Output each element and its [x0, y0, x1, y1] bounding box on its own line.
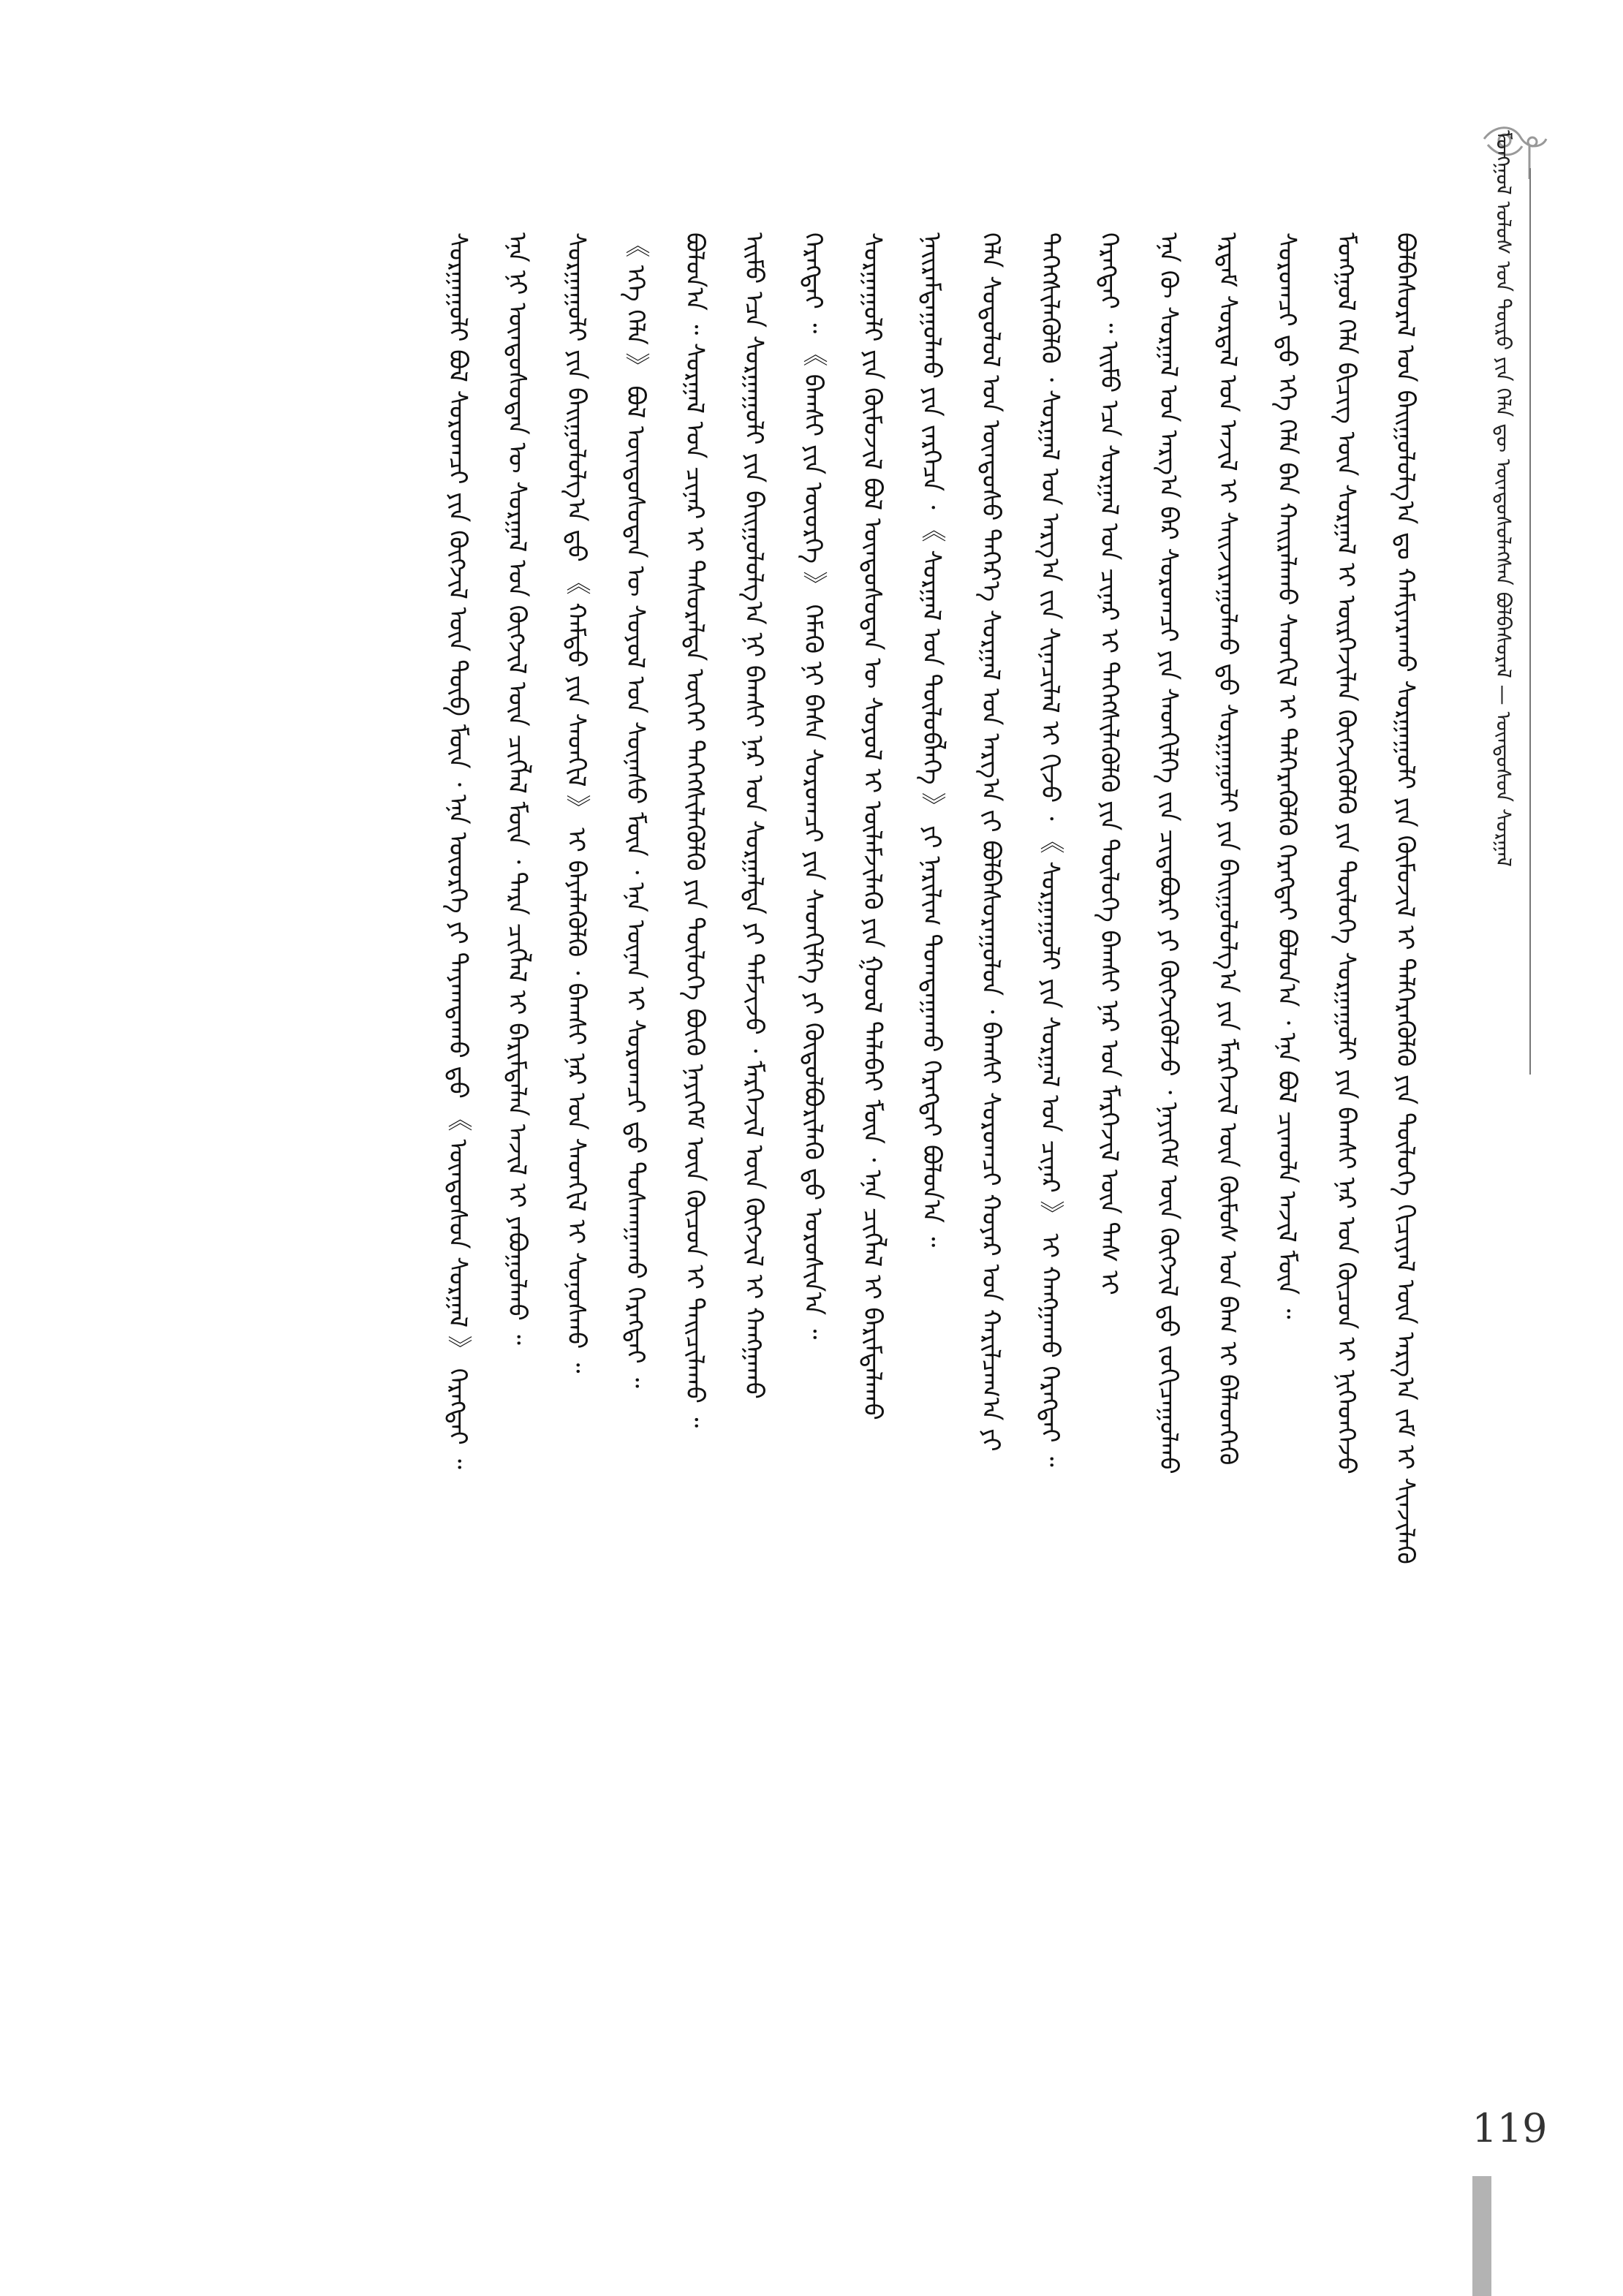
running-title: ᠮᠣᠩᠭᠣᠯ ᠤᠯᠤᠰ ᠤᠨ ᠲᠦᠷᠦ ᠶᠢᠨ ᠬᠡᠯᠡ ᠳᠦ ᠦᠨᠳᠦᠰᠦᠯᠡᠭᠰᠡᠨ ᠪᠣᠯᠪᠠᠰᠤᠷᠠᠯ — ᠦᠨᠳᠦᠰᠦᠨ ᠰᠤᠷᠭᠠᠯ — [1491, 130, 1516, 867]
text-column: ᠪᠣᠯᠤᠨ᠎ᠠ ᠃ ᠰᠤᠷᠭᠠᠯ ᠤᠨ ᠴᠢᠨᠠᠷ ᠢ ᠲᠠᠰᠤᠷᠠᠯᠲᠠ ᠦᠭᠡᠢ ᠳᠡᠭᠡᠭᠰᠢᠯᠡᠭᠦᠯᠬᠦ ᠶᠢᠨ ᠲᠥᠯᠥᠭᠡ ᠪᠦᠬᠦ ᠨᠡᠶᠢᠭᠡᠮ ᠦᠨ ᠬᠦᠴᠦᠨ ᠢ ᠳᠠᠢᠴᠢᠯᠠᠬᠤ ᠃ — [680, 232, 709, 1428]
page-edge-bar — [1472, 2176, 1491, 2296]
text-column: ᠰᠤᠷᠤᠭᠴᠢ ᠳ᠋ᠤ ᠡᠬᠡ ᠬᠡᠯᠡ ᠪᠡᠨ ᠬᠠᠢᠷᠠᠯᠠᠬᠤ ᠰᠡᠳᠭᠢᠯ ᠢ ᠲᠡᠯᠭᠡᠷᠡᠭᠦᠯᠬᠦ ᠬᠡᠷᠡᠭᠲᠡᠢ ᠪᠣᠯᠤᠨ᠎ᠠ ᠂ ᠡᠨᠡ ᠪᠣᠯ ᠴᠢᠬᠤᠯᠠ ᠠᠵᠢᠯ ᠮᠥᠨ ᠃ — [1272, 232, 1301, 1319]
text-column: ᠰᠤᠷᠭᠠᠭᠤᠯᠢ ᠪᠣᠯ ᠰᠤᠷᠤᠭᠴᠢ ᠶᠢᠨ ᠬᠥᠭᠵᠢᠯ ᠦᠨ ᠲᠥᠪ ᠮᠥᠨ ᠂ ᠡᠨᠡ ᠦᠦᠷᠭᠡ ᠶᠢ ᠳᠠᠶᠠᠭᠳᠠᠬᠤ ᠳ᠋ᠤ 《 ᠦᠨᠳᠦᠰᠦᠨ ᠰᠤᠷᠭᠠᠯ 》 ᠬᠡᠷᠡᠭᠲᠡᠢ ᠃ — [443, 232, 472, 1469]
text-column: ᠰᠤᠷᠭᠠᠭᠤᠯᠢ ᠶᠢᠨ ᠬᠦᠮᠦᠵᠢᠯ ᠪᠣᠯ ᠦᠨᠳᠦᠰᠦᠲᠡᠨ ᠦ ᠰᠣᠶᠣᠯ ᠢ ᠦᠯᠡᠮᠵᠢᠯᠡᠬᠦ ᠶᠢᠨ ᠭᠣᠣᠯ ᠲᠠᠯᠠᠪᠠᠢ ᠮᠥᠨ ᠂ ᠡᠨᠡ ᠴᠢᠭᠯᠡᠯ ᠢ ᠪᠠᠷᠢᠮᠲᠠᠯᠠᠬᠤ — [858, 232, 887, 1420]
text-column: ᠡᠨᠡ ᠬᠦ ᠰᠤᠷᠭᠠᠯ ᠤᠨ ᠠᠷᠭ᠎ᠠ ᠪᠠᠷ ᠰᠤᠷᠤᠭᠴᠢ ᠶᠢᠨ ᠰᠡᠳᠬᠢᠯᠭᠡ ᠵᠢᠨ ᠴᠢᠳᠠᠪᠤᠷᠢ ᠶᠢ ᠬᠥᠭᠵᠢᠭᠦᠯᠵᠦ ᠂ ᠨᠡᠶᠢᠭᠡᠮ ᠦᠨ ᠬᠥᠭᠵᠢᠯ ᠳ᠋ᠦ ᠵᠣᠬᠢᠴᠠᠭᠤᠯᠬᠤ — [1154, 232, 1183, 1474]
text-column: 《 ᠡᠬᠡ ᠬᠡᠯᠡ 》 ᠪᠣᠯ ᠦᠨᠳᠦᠰᠦᠲᠡᠨ ᠦ ᠰᠣᠶᠣᠯ ᠤᠨ ᠰᠦᠨᠡᠰᠦ ᠮᠥᠨ ᠂ ᠡᠨᠡ ᠦᠨᠡᠨ ᠢ ᠰᠤᠷᠤᠭᠴᠢ ᠳ᠋ᠤ ᠲᠤᠰᠬᠠᠭᠠᠬᠤ ᠬᠡᠷᠡᠭᠲᠡᠢ ᠃ — [621, 232, 650, 1388]
text-column: ᠪᠣᠯᠪᠠᠰᠤᠷᠠᠯ ᠤᠨ ᠪᠠᠢᠭᠤᠯᠤᠯᠭ᠎ᠠ ᠳᠤ ᠬᠠᠮᠢᠶᠠᠷᠠᠬᠤ ᠰᠤᠷᠭᠠᠭᠤᠯᠢ ᠶᠢᠨ ᠬᠦᠮᠦᠵᠢᠯ ᠢ ᠲᠡᠯᠭᠡᠷᠡᠭᠦᠯᠬᠦ ᠶᠢᠨ ᠲᠥᠯᠥᠭᠡ ᠬᠢᠴᠢᠶᠡᠯ ᠦᠨ ᠠᠷᠭ᠎ᠠ ᠵᠠᠮ ᠢ ᠰᠢᠨᠵᠢᠯᠡᠬᠦ — [1391, 232, 1420, 1564]
text-column: ᠬᠡᠯᠡ ᠰᠤᠳᠤᠯᠤᠯ ᠤᠨ ᠦᠨᠳᠦᠰᠦ ᠳᠡᠭᠡᠷ᠎ᠡ ᠰᠤᠷᠭᠠᠯ ᠤᠨ ᠠᠷᠭ᠎ᠠ ᠵᠢ ᠪᠣᠯᠪᠠᠰᠤᠷᠠᠭᠤᠯᠤᠨ ᠂ ᠪᠠᠭᠰᠢ ᠰᠤᠷᠤᠭᠴᠢ ᠬᠣᠶᠠᠷ ᠤᠨ ᠬᠠᠷᠢᠯᠴᠠᠭ᠎ᠠ ᠶᠢ — [976, 232, 1005, 1452]
text-column: ᠰᠤᠷᠭᠠᠭᠤᠯᠢ ᠶᠢᠨ ᠪᠠᠢᠭᠤᠯᠤᠯᠭ᠎ᠠ ᠳ᠋ᠤ 《 ᠬᠠᠮᠲᠤ ᠶᠢᠨ ᠰᠡᠳᠬᠢᠯ 》 ᠢ ᠪᠡᠶᠡᠯᠡᠭᠦᠯᠬᠦ ᠂ ᠪᠠᠭᠰᠢ ᠨᠠᠷ ᠤᠨ ᠰᠡᠳᠬᠢᠯ ᠢ ᠰᠣᠨᠣᠰᠬᠤ ᠃ — [561, 232, 591, 1374]
body-text — [189, 232, 1431, 2038]
page-number: 119 — [1472, 2105, 1548, 2151]
running-head — [1459, 130, 1547, 927]
text-column: ᠬᠡᠷᠡᠭᠲᠡᠢ ᠃ ᠡᠢᠮᠦ ᠡᠴᠡ ᠰᠤᠷᠭᠠᠯ ᠤᠨ ᠴᠢᠨᠠᠷ ᠢ ᠳᠡᠭᠡᠭᠰᠢᠯᠡᠭᠦᠯᠬᠦ ᠶᠢᠨ ᠲᠥᠯᠥᠭᠡ ᠪᠠᠭᠰᠢ ᠨᠠᠷ ᠤᠨ ᠮᠡᠷᠭᠡᠵᠢᠯ ᠦᠨ ᠳᠡᠰ ᠢ — [1094, 232, 1124, 1295]
text-column: ᠡᠨᠡ ᠨᠢ ᠦᠨᠳᠦᠰᠦᠲᠡᠨ ᠦ ᠰᠤᠷᠭᠠᠯ ᠤᠨ ᠬᠥᠭᠵᠢᠯ ᠦᠨ ᠴᠢᠭᠯᠡᠯ ᠮᠥᠨ ᠂ ᠲᠡᠷᠡ ᠴᠢᠭᠯᠡᠯ ᠢ ᠪᠠᠷᠢᠮᠲᠠᠯᠠᠨ ᠠᠵᠢᠯ ᠢ ᠶᠠᠪᠤᠭᠤᠯᠬᠤ ᠃ — [502, 232, 531, 1345]
text-column: ᠡᠢᠮᠦ ᠡᠴᠡ ᠰᠤᠷᠭᠠᠭᠤᠯᠢ ᠶᠢᠨ ᠪᠠᠢᠭᠤᠯᠤᠯᠭ᠎ᠠ ᠨᠢ ᠪᠠᠭᠰᠢ ᠨᠠᠷ ᠤᠨ ᠰᠤᠷᠭᠠᠯᠲᠠ ᠶᠢ ᠳᠡᠮᠵᠢᠵᠦ ᠂ ᠮᠡᠷᠭᠡᠵᠢᠯ ᠦᠨ ᠬᠥᠭᠵᠢᠯ ᠢ ᠬᠠᠩᠭᠠᠬᠤ — [739, 232, 768, 1399]
text-column: ᠡᠷᠳᠡᠮ ᠰᠤᠷᠳᠠᠯ ᠤᠨ ᠠᠵᠢᠯ ᠢ ᠰᠠᠢᠵᠢᠷᠠᠭᠤᠯᠬᠤ ᠳ᠋ᠤ ᠰᠤᠷᠭᠠᠭᠤᠯᠢ ᠶᠢᠨ ᠪᠠᠢᠭᠤᠯᠤᠯᠭ᠎ᠠ ᠶᠢᠨ ᠮᠡᠷᠭᠡᠵᠢᠯ ᠦᠨ ᠬᠦᠮᠦᠰ ᠤᠨ ᠪᠠᠭ ᠢ ᠪᠡᠯᠡᠳᠬᠡᠬᠦ — [1213, 232, 1242, 1466]
text-column: ᠬᠡᠷᠡᠭᠲᠡᠢ ᠃ 《 ᠪᠠᠭᠰᠢ ᠶᠢᠨ ᠦᠦᠷᠭᠡ 》 ᠬᠡᠮᠡᠬᠦ ᠨᠢ ᠪᠠᠰᠠ ᠰᠤᠷᠤᠭᠴᠢ ᠶᠢᠨ ᠰᠡᠳᠬᠢᠯᠭᠡ ᠶᠢ ᠬᠥᠲᠥᠯᠪᠦᠷᠢᠯᠡᠬᠦ ᠳ᠋ᠦ ᠣᠷᠣᠰᠢᠨ᠎ᠠ ᠃ — [798, 232, 828, 1340]
text-column: ᠨᠠᠢᠷᠠᠮᠳᠠᠭᠤᠯᠬᠤ ᠶᠢᠨ ᠵᠡᠷᠭᠡᠴᠡ ᠂ 《 ᠰᠤᠷᠭᠠᠯ ᠤᠨ ᠲᠥᠯᠥᠪᠯᠡᠭᠡ 》 ᠶᠢ ᠨᠠᠷᠢᠯᠢᠭ ᠲᠣᠭᠲᠠᠭᠠᠬᠤ ᠬᠡᠷᠡᠭᠲᠡᠢ ᠪᠣᠯᠤᠨ᠎ᠠ ᠃ — [917, 232, 946, 1248]
text-column: ᠮᠣᠩᠭᠣᠯ ᠬᠡᠯᠡ ᠪᠢᠴᠢᠭ ᠦᠨ ᠰᠤᠷᠭᠠᠯ ᠢ ᠦᠷᠭᠡᠵᠢᠯᠡᠨ ᠬᠥᠭᠵᠢᠭᠦᠯᠬᠦ ᠶᠢᠨ ᠲᠥᠯᠥᠭᠡ ᠰᠤᠷᠭᠠᠭᠤᠯᠢ ᠶᠢᠨ ᠪᠠᠭᠰᠢ ᠨᠠᠷ ᠤᠨ ᠬᠦᠴᠦᠨ ᠢ ᠨᠢᠭᠡᠳᠭᠡᠵᠦ — [1331, 232, 1361, 1474]
text-column: ᠳᠡᠭᠡᠭᠰᠢᠯᠡᠭᠦᠯᠬᠦ ᠂ ᠰᠤᠷᠭᠠᠯ ᠤᠨ ᠠᠷᠭ᠎ᠠ ᠵᠢᠨ ᠰᠢᠨᠡᠴᠢᠯᠡᠯ ᠢ ᠬᠢᠵᠦ ᠂ 《 ᠰᠤᠷᠭᠠᠭᠤᠯᠢ ᠶᠢᠨ ᠰᠤᠷᠭᠠᠯ ᠤᠨ ᠴᠢᠨᠠᠷ 》 ᠢ ᠬᠠᠩᠭᠠᠬᠤ ᠬᠡᠷᠡᠭᠲᠡᠢ ᠃ — [1035, 232, 1064, 1467]
